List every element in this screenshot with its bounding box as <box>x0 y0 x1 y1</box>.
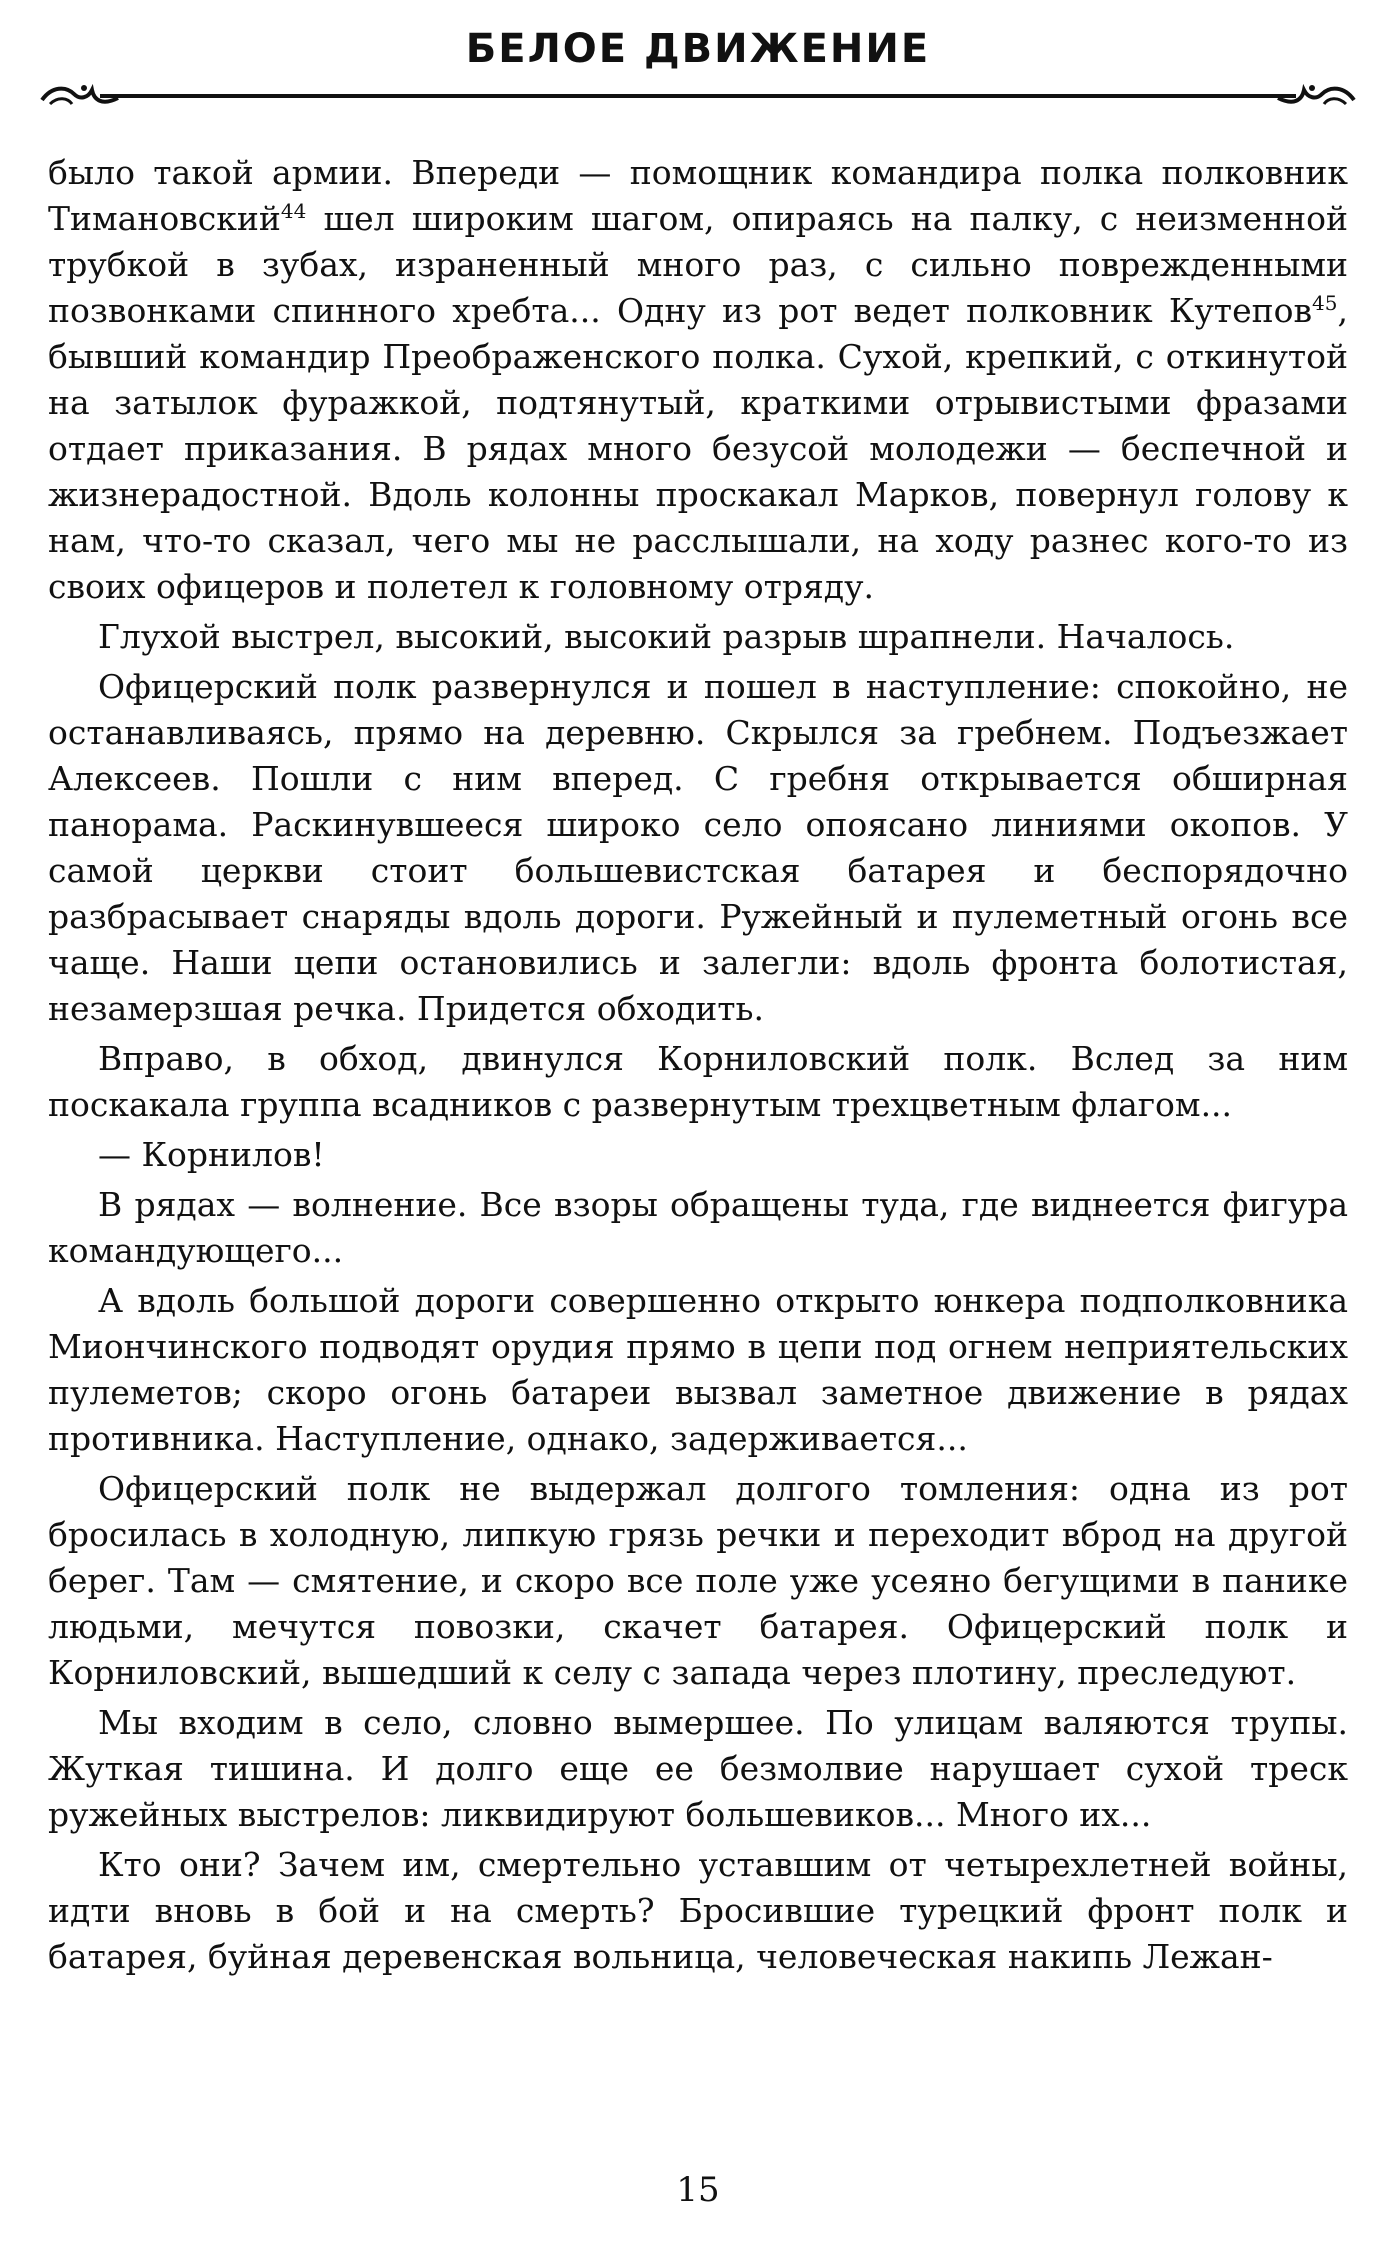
paragraph: Офицерский полк не выдержал долгого томления: одна из рот бросилась в холодную, липкую грязь речки и переходит вброд на другой берег. Там — смятение, и скоро все поле уже усеяно бегущими в панике людьми, мечутся повозки, скачет батарея. Офицерский полк и Корниловский, вышедший к селу с запада через плотину, преследуют. <box>48 1469 1348 1692</box>
paragraph: Мы входим в село, словно вымершее. По улицам валяются трупы. Жуткая тишина. И долго еще ее безмолвие нарушает сухой треск ружейных выстрелов: ликвидируют большевиков... Много их... <box>48 1703 1348 1834</box>
header-rule <box>100 94 1296 98</box>
right-ornament-icon <box>1276 76 1356 116</box>
paragraph-text: шел широким шагом, опираясь на палку, с неизменной трубкой в зубах, израненный много раз, с сильно поврежденными позвонками спинного хребта... Одну из рот ведет полковник Кутепов <box>48 199 1348 330</box>
paragraph-text: было такой армии. Впереди — помощник командира полка полковник Тимановский <box>48 153 1348 238</box>
body-text <box>48 150 1348 1980</box>
paragraph: Кто они? Зачем им, смертельно уставшим от четырехлетней войны, идти вновь в бой и на смерть? Бросившие турецкий фронт полк и батарея, буйная деревенская вольница, человеческая накипь Лежан- <box>48 1845 1348 1976</box>
running-title: БЕЛОЕ ДВИЖЕНИЕ <box>465 26 931 72</box>
paragraph: — Корнилов! <box>98 1135 325 1174</box>
paragraph: Глухой выстрел, высокий, высокий разрыв шрапнели. Началось. <box>98 617 1235 656</box>
paragraph <box>48 150 1348 610</box>
footnote-ref: 44 <box>280 199 307 223</box>
page-number: 15 <box>676 2170 720 2210</box>
paragraph: А вдоль большой дороги совершенно открыто юнкера подполковника Миончинского подводят орудия прямо в цепи под огнем неприятельских пулеметов; скоро огонь батареи вызвал заметное движение в рядах противника. Наступление, однако, задерживается... <box>48 1281 1348 1458</box>
paragraph: Вправо, в обход, двинулся Корниловский полк. Вслед за ним поскакала группа всадников с развернутым трехцветным флагом... <box>48 1039 1348 1124</box>
paragraph: В рядах — волнение. Все взоры обращены туда, где виднеется фигура командующего... <box>48 1185 1348 1270</box>
paragraph: Офицерский полк развернулся и пошел в наступление: спокойно, не останавливаясь, прямо на деревню. Скрылся за гребнем. Подъезжает Алексеев. Пошли с ним вперед. С гребня открывается обширная панорама. Раскинувшееся широко село опоясано линиями окопов. У самой церкви стоит большевистская батарея и беспорядочно разбрасывает снаряды вдоль дороги. Ружейный и пулеметный огонь все чаще. Наши цепи остановились и залегли: вдоль фронта болотистая, незамерзшая речка. Придется обходить. <box>48 667 1348 1028</box>
paragraph-text: , бывший командир Преображенского полка. Сухой, крепкий, с откинутой на затылок фуражкой, подтянутый, краткими отрывистыми фразами отдает приказания. В рядах много безусой молодежи — беспечной и жизнерадостной. Вдоль колонны проскакал Марков, повернул голову к нам, что-то сказал, чего мы не расслышали, на ходу разнес кого-то из своих офицеров и полетел к головному отряду. <box>48 291 1348 606</box>
page-header <box>40 18 1356 118</box>
footnote-ref: 45 <box>1312 291 1338 315</box>
